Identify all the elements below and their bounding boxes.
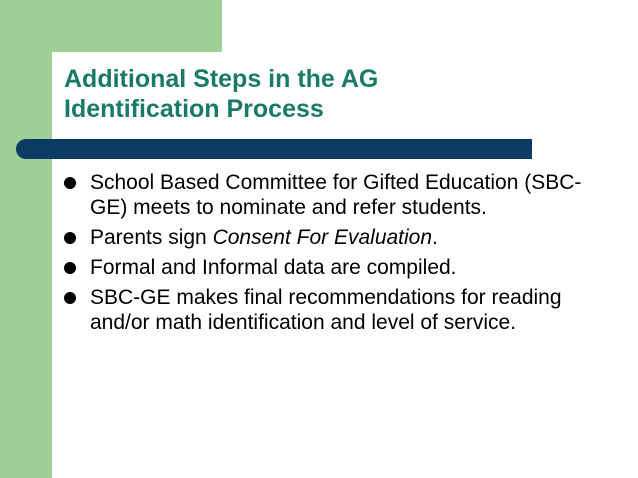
bullet-list — [64, 170, 604, 340]
bullet-text: School Based Committee for Gifted Education (SBC-GE) meets to nominate and refer students. — [90, 171, 582, 219]
decorative-green-top-band — [0, 0, 222, 52]
bullet-dot-icon — [64, 262, 76, 274]
bullet-text: Formal and Informal data are compiled. — [90, 256, 457, 279]
bullet-text: SBC-GE makes final recommendations for reading and/or math identification and level of service. — [90, 286, 562, 334]
bullet-text-after: . — [432, 226, 438, 249]
bullet-text-before: Parents sign — [90, 226, 213, 249]
bullet-dot-icon — [64, 292, 76, 304]
bullet-dot-icon — [64, 177, 76, 189]
bullet-item — [64, 170, 604, 220]
title-divider-bar — [16, 139, 532, 159]
bullet-item — [64, 255, 604, 280]
slide-title-line-1: Additional Steps in the AG — [64, 65, 379, 93]
bullet-emphasis-text: Consent For Evaluation — [212, 226, 433, 249]
bullet-item — [64, 225, 604, 250]
bullet-item — [64, 285, 604, 335]
decorative-green-sidebar — [0, 0, 52, 478]
slide-title-line-2: Identification Process — [64, 95, 324, 123]
slide-title — [64, 64, 584, 124]
bullet-dot-icon — [64, 232, 76, 244]
